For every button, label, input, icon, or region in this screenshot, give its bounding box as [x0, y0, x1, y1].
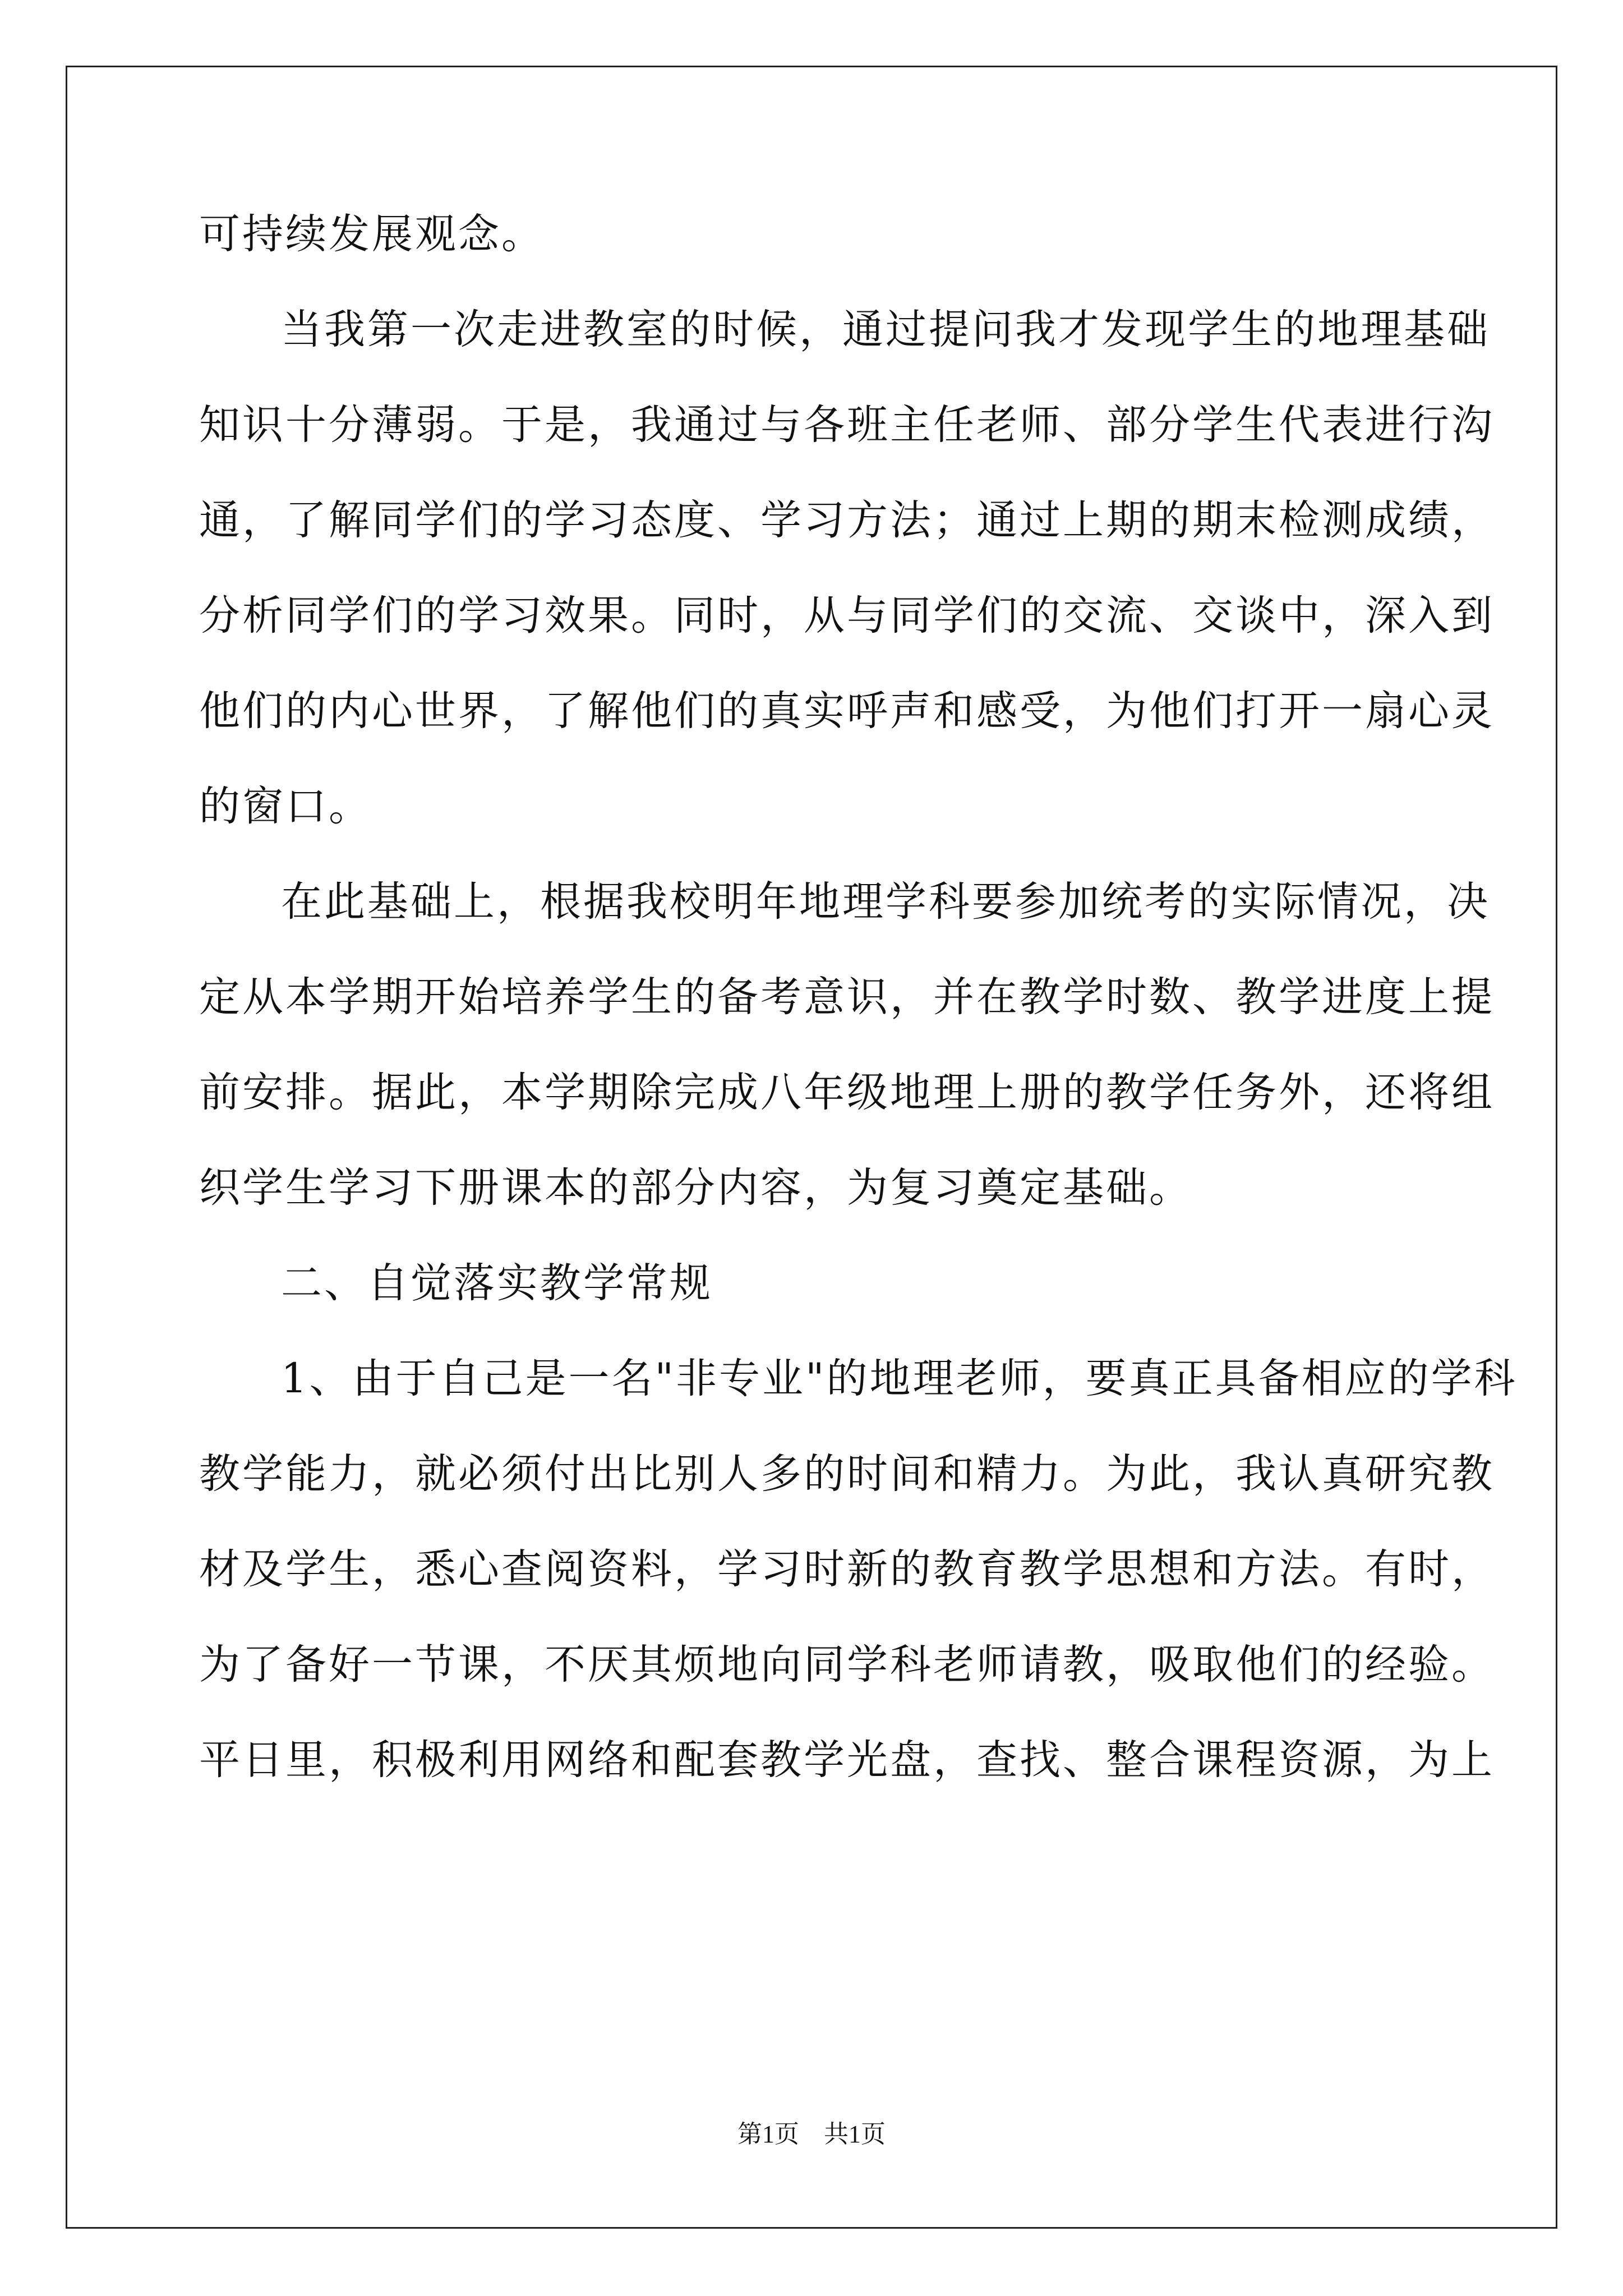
page-border: [66, 66, 1557, 2229]
text-line: 织学生学习下册课本的部分内容，为复习奠定基础。: [199, 1164, 1192, 1212]
text-line: 他们的内心世界，了解他们的真实呼声和感受，为他们打开一扇心灵: [199, 687, 1495, 735]
text-line: 可持续发展观念。: [199, 210, 545, 258]
paragraph-line: 在此基础上，根据我校明年地理学科要参加统考的实际情况，决: [281, 878, 1490, 926]
section-heading: 二、自觉落实教学常规: [281, 1259, 713, 1307]
text-line: 材及学生，悉心查阅资料，学习时新的教育教学思想和方法。有时，: [199, 1545, 1495, 1593]
text-line: 前安排。据此，本学期除完成八年级地理上册的教学任务外，还将组: [199, 1069, 1495, 1116]
paragraph-line: 1、由于自己是一名"非专业"的地理老师，要真正具备相应的学科: [281, 1355, 1518, 1402]
paragraph-line: 当我第一次走进教室的时候，通过提问我才发现学生的地理基础: [281, 306, 1490, 353]
text-line: 通，了解同学们的学习态度、学习方法；通过上期的期末检测成绩，: [199, 496, 1495, 544]
text-line: 平日里，积极利用网络和配套教学光盘，查找、整合课程资源，为上: [199, 1736, 1495, 1784]
text-line: 为了备好一节课，不厌其烦地向同学科老师请教，吸取他们的经验。: [199, 1641, 1495, 1688]
text-line: 分析同学们的学习效果。同时，从与同学们的交流、交谈中，深入到: [199, 592, 1495, 639]
page-footer: 第1页 共1页: [737, 2120, 886, 2148]
text-line: 定从本学期开始培养学生的备考意识，并在教学时数、教学进度上提: [199, 973, 1495, 1021]
text-line: 教学能力，就必须付出比别人多的时间和精力。为此，我认真研究教: [199, 1450, 1495, 1498]
text-line: 知识十分薄弱。于是，我通过与各班主任老师、部分学生代表进行沟: [199, 401, 1495, 449]
text-line: 的窗口。: [199, 783, 372, 830]
